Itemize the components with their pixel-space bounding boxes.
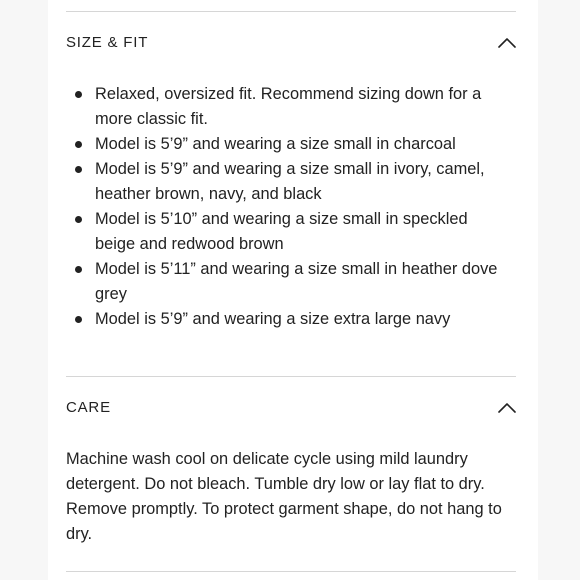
list-item [66, 132, 506, 157]
bullet-dot-icon [75, 166, 82, 173]
bottom-divider [66, 571, 516, 572]
list-item-text: Model is 5’9” and wearing a size small in ivory, camel, heather brown, navy, and black [95, 160, 485, 203]
section-divider [66, 376, 516, 377]
bullet-dot-icon [75, 141, 82, 148]
list-item [66, 207, 506, 257]
list-item-text: Model is 5’9” and wearing a size small in charcoal [95, 135, 456, 153]
bullet-dot-icon [75, 216, 82, 223]
bullet-dot-icon [75, 266, 82, 273]
chevron-up-icon[interactable] [498, 36, 516, 48]
list-item [66, 257, 506, 307]
size-fit-list [66, 82, 506, 332]
list-item-text: Model is 5’11” and wearing a size small in heather dove grey [95, 260, 498, 303]
chevron-up-icon[interactable] [498, 401, 516, 413]
bullet-dot-icon [75, 91, 82, 98]
care-accordion-header[interactable] [66, 393, 516, 421]
list-item [66, 307, 506, 332]
bullet-dot-icon [75, 316, 82, 323]
size-fit-title: SIZE & FIT [66, 33, 149, 51]
list-item-text: Model is 5’10” and wearing a size small in speckled beige and redwood brown [95, 210, 468, 253]
care-instructions: Machine wash cool on delicate cycle using mild laundry detergent. Do not bleach. Tumble dry low or lay flat to dry. Remove promptly. To protect garment shape, do not hang to dry. [66, 450, 502, 543]
list-item-text: Model is 5’9” and wearing a size extra large navy [95, 310, 451, 328]
size-fit-accordion-header[interactable] [66, 28, 516, 56]
top-divider [66, 11, 516, 12]
list-item-text: Relaxed, oversized fit. Recommend sizing down for a more classic fit. [95, 85, 482, 128]
care-title: CARE [66, 398, 111, 416]
list-item [66, 82, 506, 132]
list-item [66, 157, 506, 207]
